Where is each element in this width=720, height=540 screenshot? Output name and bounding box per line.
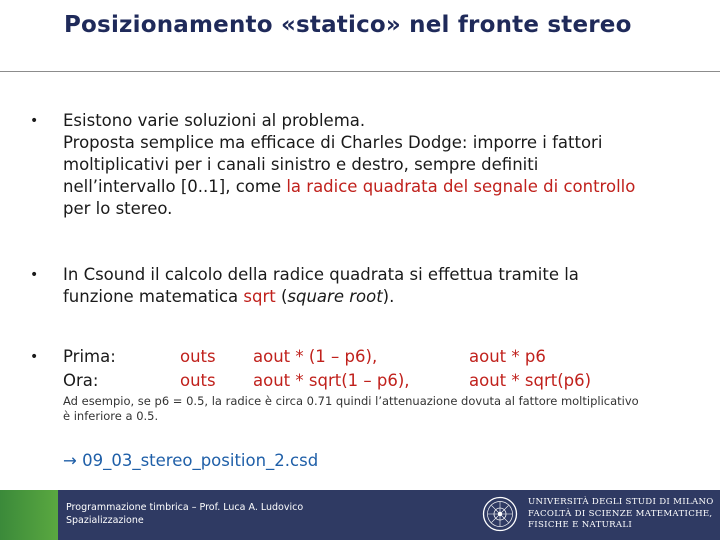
university-seal-icon [482,496,518,532]
bullet-dot-icon: • [30,267,39,283]
opcode-text: outs [180,371,216,390]
bullet-line [63,286,720,308]
right-channel-expression: aout * sqrt(p6) [469,371,592,390]
bullet-text-segment: ( [275,287,288,306]
bullet-text [63,264,720,308]
footer-topic: Spazializzazione [66,515,144,526]
title-divider [0,71,720,72]
bullet-line: Proposta semplice ma efficace di Charles Dodge: imporre i fattori [63,133,603,152]
csd-file-link[interactable] [63,451,318,470]
bullet-line: Esistono varie soluzioni al problema. [63,111,366,130]
row-label: Prima: [63,347,116,366]
bullet-line: per lo stereo. [63,199,173,218]
university-line: FISICHE E NATURALI [528,520,633,530]
example-note [63,394,703,424]
university-line: UNIVERSITÀ DEGLI STUDI DI MILANO [528,497,714,507]
footer-course: Programmazione timbrica – Prof. Luca A. Ludovico [66,502,304,513]
note-line: Ad esempio, se p6 = 0.5, la radice è circa 0.71 quindi l’attenuazione dovuta al fattore moltiplicativo [63,394,639,408]
opcode-text: outs [180,347,216,366]
bullet-text [63,110,720,220]
bullet-text-segment: nell’intervallo [0..1], come [63,177,287,196]
note-line: è inferiore a 0.5. [63,409,159,423]
footer-bar [0,490,720,540]
highlight-text: la radice quadrata del segnale di controllo [286,177,636,196]
left-channel-expression: aout * (1 – p6), [253,347,378,366]
right-channel-expression: aout * p6 [469,347,546,366]
row-label: Ora: [63,371,99,390]
bullet-line: In Csound il calcolo della radice quadrata si effettua tramite la [63,265,579,284]
footer-accent-block [0,490,58,540]
bullet-text-segment: funzione matematica [63,287,244,306]
bullet-line: moltiplicativi per i canali sinistro e destro, sempre definiti [63,155,539,174]
bullet-line [63,176,720,198]
bullet-text-segment: ). [382,287,395,306]
italic-term: square root [287,287,383,306]
university-name [528,497,714,532]
arrow-right-icon: → [63,451,77,470]
left-channel-expression: aout * sqrt(1 – p6), [253,371,410,390]
csd-filename[interactable]: 09_03_stereo_position_2.csd [82,451,319,470]
bullet-dot-icon: • [30,113,39,129]
sqrt-keyword: sqrt [243,287,276,306]
slide-title: Posizionamento «statico» nel fronte stereo [64,12,632,38]
university-line: FACOLTÀ DI SCIENZE MATEMATICHE, [528,508,713,519]
footer-course-info [66,501,303,527]
bullet-dot-icon: • [30,349,39,365]
